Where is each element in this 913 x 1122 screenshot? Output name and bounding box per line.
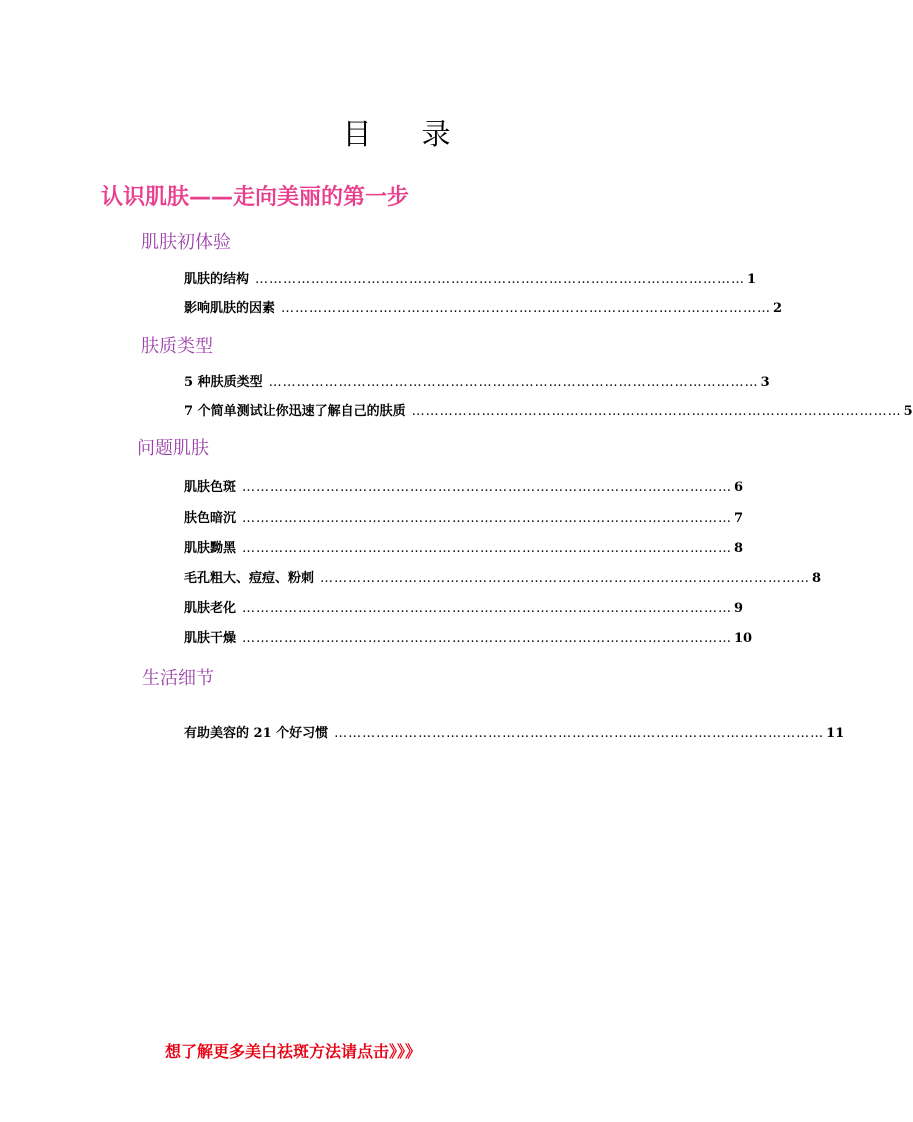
section-heading-skin-types: 肤质类型 (141, 336, 213, 357)
toc-entry-label: 肤色暗沉 (184, 511, 237, 526)
toc-entry-page: 10 (734, 631, 753, 646)
toc-entry-label: 肌肤的结构 (184, 272, 250, 287)
section-heading-problem-skin: 问题肌肤 (137, 438, 209, 459)
section-heading-daily-life: 生活细节 (142, 668, 214, 689)
toc-leader-dots: …………………………………………………………………………………………… (242, 480, 733, 495)
toc-entry[interactable] (184, 722, 845, 741)
toc-entry-page: 6 (734, 480, 744, 495)
toc-entry-label: 毛孔粗大、痘痘、粉刺 (184, 571, 315, 586)
toc-leader-dots: …………………………………………………………………………………………… (242, 631, 733, 646)
toc-entry[interactable] (184, 297, 783, 316)
toc-leader-dots: …………………………………………………………………………………………… (334, 726, 825, 741)
toc-leader-dots: …………………………………………………………………………………………… (242, 541, 733, 556)
toc-entry-page: 7 (734, 511, 744, 526)
toc-entry[interactable] (184, 597, 744, 616)
toc-entry-page: 9 (734, 601, 744, 616)
toc-entry-page: 11 (826, 726, 845, 741)
toc-entry-label: 肌肤黝黑 (184, 541, 237, 556)
toc-leader-dots: …………………………………………………………………………………………… (255, 272, 746, 287)
toc-entry-page: 8 (734, 541, 744, 556)
toc-entry[interactable] (184, 268, 757, 287)
toc-entry-label: 有助美容的 21 个好习惯 (184, 726, 329, 741)
main-heading: 认识肌肤——走向美丽的第一步 (101, 185, 410, 210)
toc-leader-dots: …………………………………………………………………………………………… (268, 375, 759, 390)
toc-entry-label: 肌肤老化 (184, 601, 237, 616)
toc-leader-dots: …………………………………………………………………………………………… (281, 301, 772, 316)
toc-entry-label: 5 种肤质类型 (184, 375, 263, 390)
toc-entry[interactable] (184, 537, 744, 556)
toc-leader-dots: …………………………………………………………………………………………… (242, 511, 733, 526)
toc-entry[interactable] (184, 567, 822, 586)
toc-entry-label: 肌肤色斑 (184, 480, 237, 495)
toc-entry[interactable] (184, 371, 770, 390)
toc-entry[interactable] (184, 507, 744, 526)
toc-entry-label: 7 个简单测试让你迅速了解自己的肤质 (184, 404, 406, 419)
toc-entry-page: 5 (903, 404, 913, 419)
toc-entry-page: 2 (773, 301, 783, 316)
toc-entry[interactable] (184, 627, 753, 646)
toc-entry-page: 1 (747, 272, 757, 287)
toc-entry-label: 影响肌肤的因素 (184, 301, 276, 316)
toc-leader-dots: …………………………………………………………………………………………… (320, 571, 811, 586)
section-heading-skin-intro: 肌肤初体验 (141, 232, 231, 253)
toc-entry-page: 8 (812, 571, 822, 586)
toc-entry[interactable] (184, 476, 744, 495)
toc-leader-dots: …………………………………………………………………………………………… (242, 601, 733, 616)
toc-entry-page: 3 (760, 375, 770, 390)
whitening-more-link[interactable]: 想了解更多美白祛斑方法请点击》》》 (165, 1042, 422, 1061)
toc-entry-label: 肌肤干燥 (184, 631, 237, 646)
toc-entry[interactable] (184, 400, 913, 419)
toc-leader-dots: …………………………………………………………………………………………… (411, 404, 902, 419)
page-title: 目录 (342, 117, 501, 151)
